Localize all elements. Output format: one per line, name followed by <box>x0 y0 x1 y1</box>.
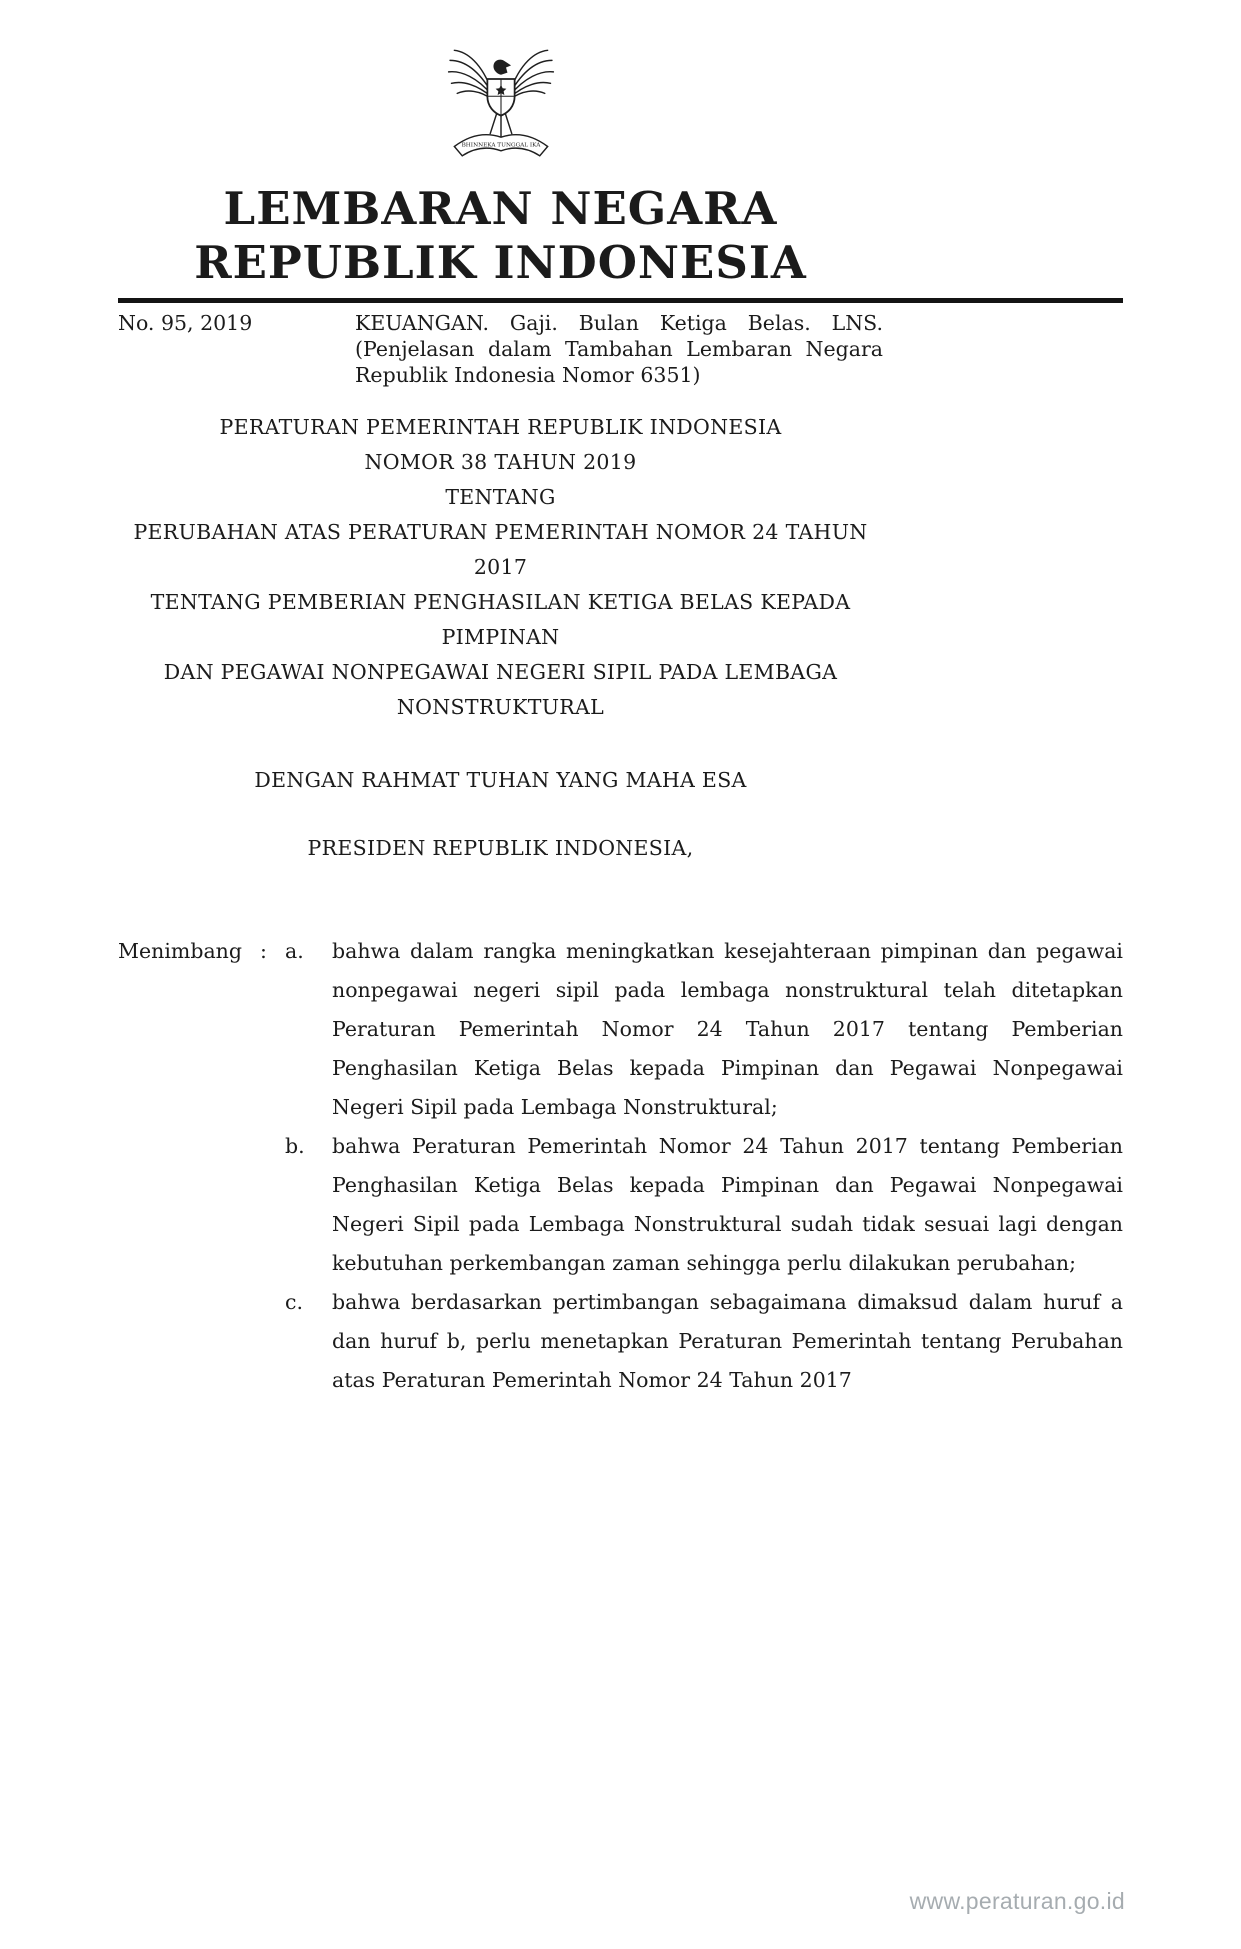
menimbang-item-b <box>285 1127 1123 1283</box>
doc-number-line: NOMOR 38 TAHUN 2019 <box>364 450 637 474</box>
site-watermark: www.peraturan.go.id <box>909 1888 1125 1914</box>
item-text: bahwa berdasarkan pertimbangan sebagaimana dimaksud dalam huruf a dan huruf b, perlu menetapkan Peraturan Pemerintah tentang Perubahan atas Peraturan Pemerintah Nomor 24 Tahun 2017 <box>332 1290 1123 1392</box>
doc-authority: PRESIDEN REPUBLIK INDONESIA, <box>307 836 694 860</box>
doc-subject-line-4: NONSTRUKTURAL <box>396 695 605 719</box>
menimbang-item-a <box>285 932 1123 1127</box>
menimbang-clause <box>118 932 1123 1400</box>
emblem-banner-text: BHINNEKA TUNGGAL IKA <box>461 142 540 149</box>
gazette-number: No. 95, 2019 <box>118 311 253 335</box>
menimbang-separator: : <box>260 939 267 963</box>
menimbang-item-c <box>285 1283 1123 1400</box>
item-text: bahwa Peraturan Pemerintah Nomor 24 Tahun 2017 tentang Pemberian Penghasilan Ketiga Belas kepada Pimpinan dan Pegawai Nonpegawai Negeri Sipil pada Lembaga Nonstruktural sudah tidak sesuai lagi dengan kebutuhan perkembangan zaman sehingga perlu dilakukan perubahan; <box>332 1134 1123 1275</box>
item-letter: a. <box>285 939 304 963</box>
doc-invocation: DENGAN RAHMAT TUHAN YANG MAHA ESA <box>254 768 747 792</box>
doc-title-line: PERATURAN PEMERINTAH REPUBLIK INDONESIA <box>219 415 782 439</box>
gazette-subject: KEUANGAN. Gaji. Bulan Ketiga Belas. LNS. (Penjelasan dalam Tambahan Lembaran Negara Republik Indonesia Nomor 6351) <box>355 311 883 387</box>
doc-tentang-line: TENTANG <box>445 485 556 509</box>
garuda-pancasila-emblem <box>118 36 883 172</box>
masthead-rule <box>118 298 1123 303</box>
item-letter: c. <box>285 1290 303 1314</box>
menimbang-label: Menimbang <box>118 939 242 963</box>
doc-subject-line-2: TENTANG PEMBERIAN PENGHASILAN KETIGA BELAS KEPADA PIMPINAN <box>150 590 851 649</box>
item-letter: b. <box>285 1134 305 1158</box>
gazette-title-line-1: LEMBARAN NEGARA <box>223 182 778 235</box>
doc-subject-line-3: DAN PEGAWAI NONPEGAWAI NEGERI SIPIL PADA LEMBAGA <box>163 660 838 684</box>
doc-subject-line-1: PERUBAHAN ATAS PERATURAN PEMERINTAH NOMOR 24 TAHUN 2017 <box>133 520 868 579</box>
gazette-title-line-2: REPUBLIK INDONESIA <box>194 236 807 289</box>
item-text: bahwa dalam rangka meningkatkan kesejahteraan pimpinan dan pegawai nonpegawai negeri sipil pada lembaga nonstruktural telah ditetapkan Peraturan Pemerintah Nomor 24 Tahun 2017 tentang Pemberian Penghasilan Ketiga Belas kepada Pimpinan dan Pegawai Nonpegawai Negeri Sipil pada Lembaga Nonstruktural; <box>332 939 1123 1119</box>
